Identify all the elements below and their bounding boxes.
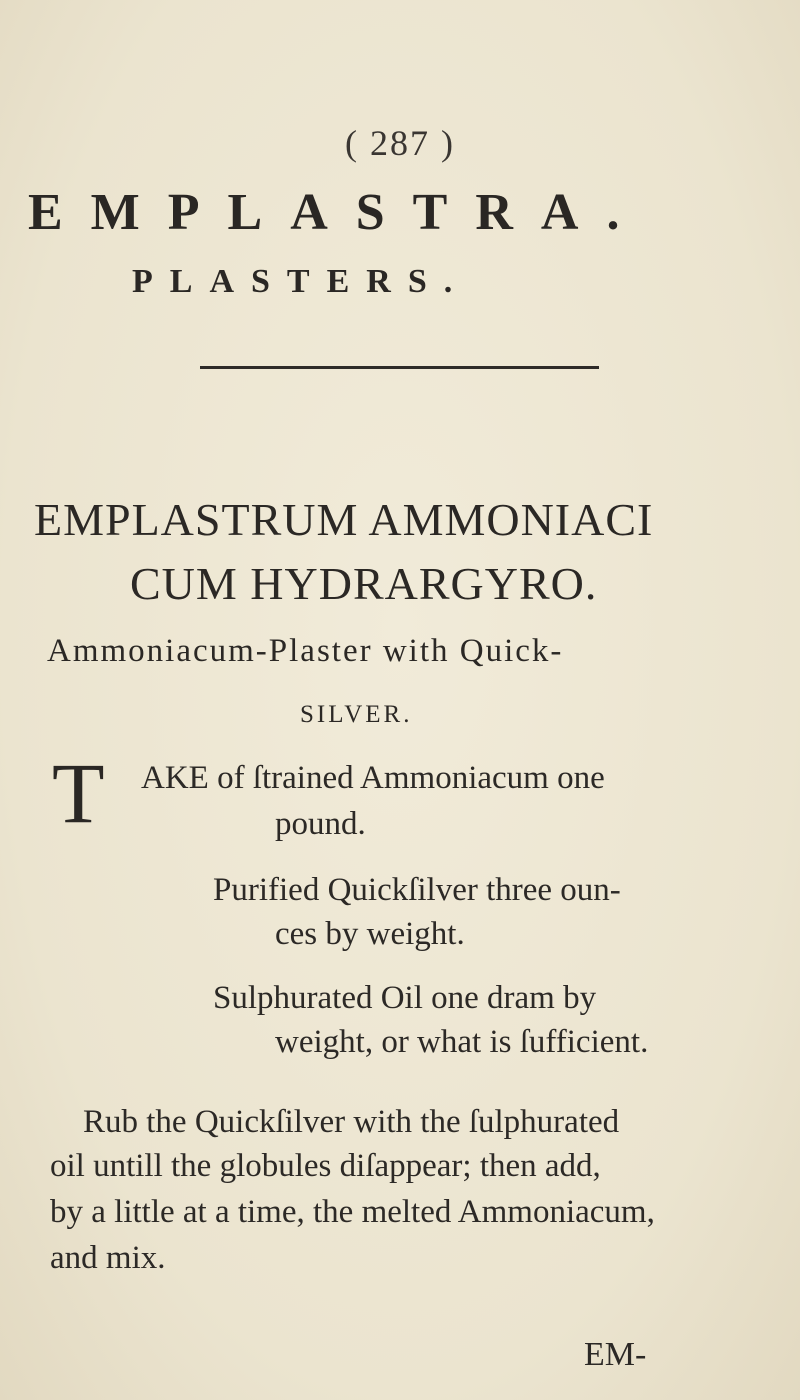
title-latin: EMPLASTRA. xyxy=(28,184,648,241)
ingredient-line: ces by weight. xyxy=(275,916,465,952)
recipe-heading-line-1: EMPLASTRUM AMMONIACI xyxy=(34,494,654,545)
instruction-line: Rub the Quickſilver with the ſulphurated xyxy=(83,1104,620,1140)
ingredient-line: Purified Quickſilver three oun- xyxy=(213,872,621,908)
catchword: EM- xyxy=(584,1336,647,1373)
instruction-line: oil untill the globules diſappear; then add, xyxy=(50,1148,601,1184)
title-english: PLASTERS. xyxy=(132,263,470,300)
horizontal-rule xyxy=(200,366,599,369)
recipe-subheading-line-2: SILVER. xyxy=(300,701,413,728)
recipe-heading-line-2: CUM HYDRARGYRO. xyxy=(130,558,598,609)
ingredient-line: weight, or what is ſufficient. xyxy=(275,1024,649,1060)
drop-cap: T xyxy=(52,745,105,841)
ingredient-line: AKE of ſtrained Ammoniacum one xyxy=(141,760,605,796)
instruction-line: and mix. xyxy=(50,1240,166,1276)
ingredient-line: pound. xyxy=(275,806,366,842)
ingredient-line: Sulphurated Oil one dram by xyxy=(213,980,597,1016)
page-number: ( 287 ) xyxy=(345,123,455,163)
recipe-subheading-line-1: Ammoniacum-Plaster with Quick- xyxy=(47,633,564,669)
instruction-line: by a little at a time, the melted Ammoniacum, xyxy=(50,1194,655,1230)
